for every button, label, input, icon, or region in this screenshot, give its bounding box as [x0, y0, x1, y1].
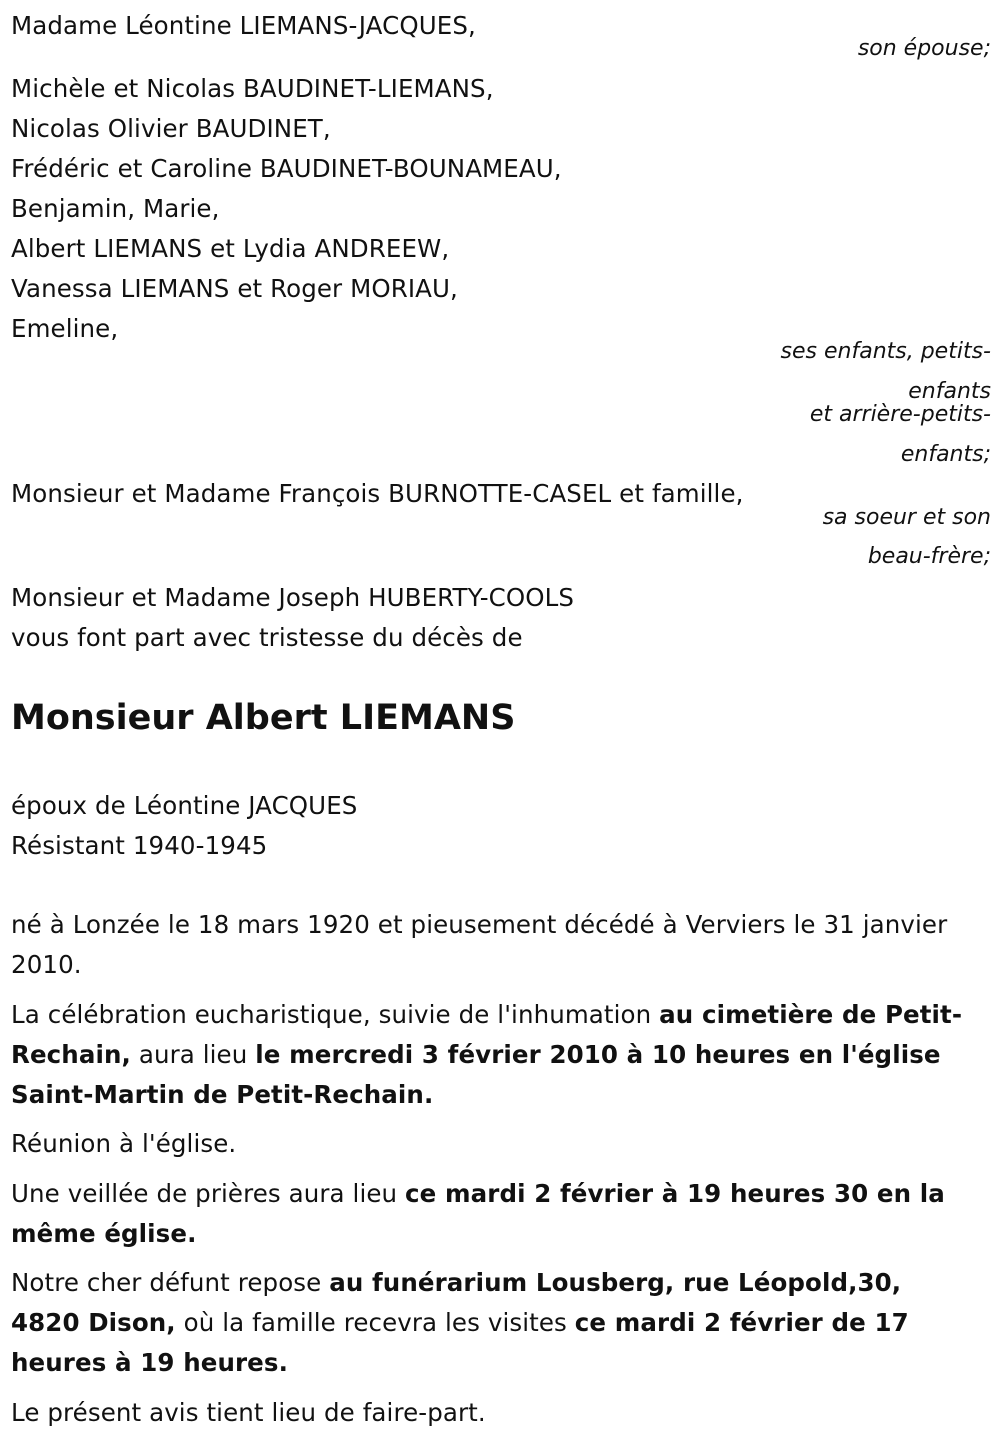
repose-text: Notre cher défunt repose: [11, 1268, 330, 1297]
title-line: Résistant 1940-1945: [11, 831, 268, 860]
ceremony-paragraph: [11, 995, 971, 1115]
children-role: et arrière-petits-: [809, 402, 991, 427]
children-role: ses enfants, petits-: [780, 339, 991, 364]
meeting-paragraph: Réunion à l'église.: [11, 1129, 237, 1158]
repose-date: ce mardi 2 février de 17 heures à 19 heures.: [11, 1308, 909, 1377]
birth-death-paragraph: né à Lonzée le 18 mars 1920 et pieusement décédé à Verviers le 31 janvier 2010.: [11, 910, 948, 979]
vigil-text: Une veillée de prières aura lieu: [11, 1179, 406, 1208]
spouse-role: son épouse;: [857, 36, 991, 61]
vigil-paragraph: [11, 1174, 971, 1254]
ceremony-text: La célébration eucharistique, suivie de l'inhumation: [11, 1000, 660, 1029]
ceremony-date: le mercredi 3 février 2010 à 10 heures en l'église Saint-Martin de Petit-Rechain.: [11, 1040, 941, 1109]
spouse-line: Madame Léontine LIEMANS-JACQUES,: [11, 11, 476, 40]
child-line: Benjamin, Marie,: [11, 194, 220, 223]
children-role: enfants: [908, 379, 991, 404]
repose-text: où la famille recevra les visites: [175, 1308, 575, 1337]
closing-paragraph: Le présent avis tient lieu de faire-part.: [11, 1398, 486, 1427]
vigil-date: ce mardi 2 février à 19 heures 30 en la même église.: [11, 1179, 945, 1248]
ceremony-place: au cimetière de Petit-Rechain,: [11, 1000, 963, 1069]
sister-role: sa soeur et son: [822, 505, 991, 530]
announcement-line: vous font part avec tristesse du décès de: [11, 623, 523, 652]
spouse-of-line: époux de Léontine JACQUES: [11, 791, 358, 820]
ceremony-text: aura lieu: [130, 1040, 256, 1069]
repose-paragraph: [11, 1263, 971, 1383]
child-line: Emeline,: [11, 314, 119, 343]
repose-place: au funérarium Lousberg, rue Léopold,30, 4820 Dison,: [11, 1268, 902, 1337]
children-role: enfants;: [900, 442, 991, 467]
child-line: Albert LIEMANS et Lydia ANDREEW,: [11, 234, 450, 263]
child-line: Frédéric et Caroline BAUDINET-BOUNAMEAU,: [11, 154, 562, 183]
deceased-name: Monsieur Albert LIEMANS: [11, 698, 516, 738]
child-line: Vanessa LIEMANS et Roger MORIAU,: [11, 274, 458, 303]
sister-role: beau-frère;: [867, 544, 991, 569]
sister-line: Monsieur et Madame François BURNOTTE-CASEL et famille,: [11, 479, 744, 508]
child-line: Nicolas Olivier BAUDINET,: [11, 114, 331, 143]
child-line: Michèle et Nicolas BAUDINET-LIEMANS,: [11, 74, 494, 103]
friends-line: Monsieur et Madame Joseph HUBERTY-COOLS: [11, 583, 575, 612]
